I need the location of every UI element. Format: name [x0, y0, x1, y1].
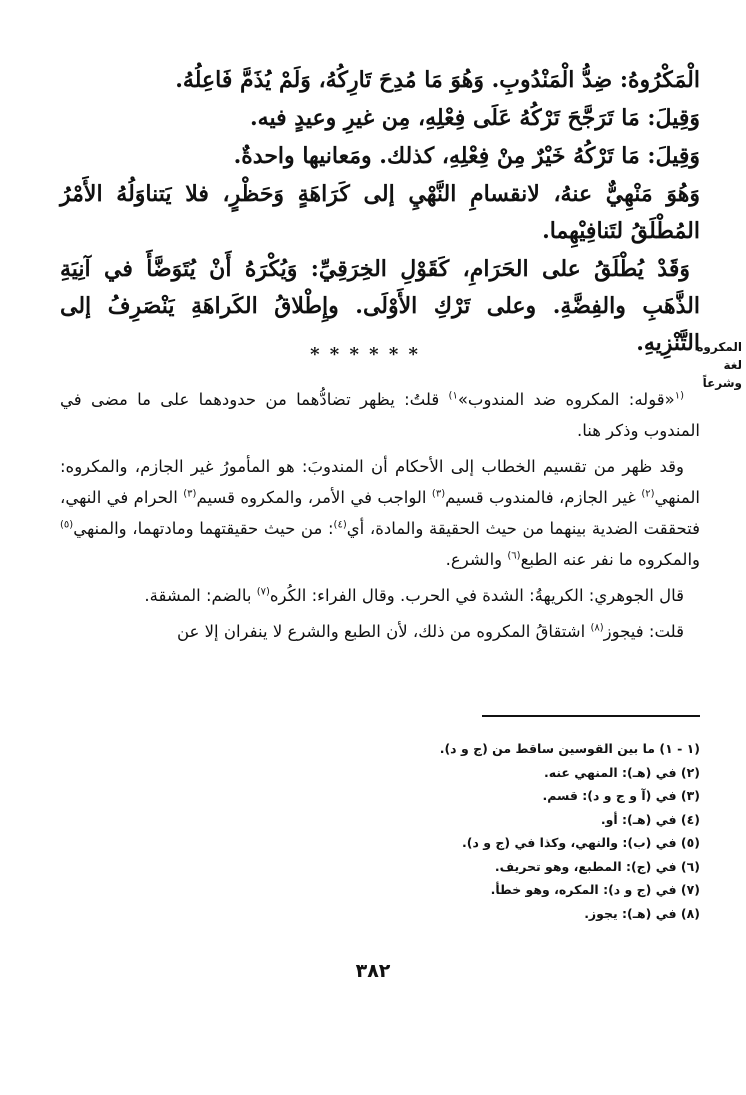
commentary-paragraph: [60, 580, 700, 611]
footnotes: [200, 737, 700, 925]
commentary-text-span: اشتقاقُ المكروه من ذلك، لأن الطبع والشرع لا ينفران إلا عن: [176, 622, 586, 641]
commentary-text-span: قال الجوهري: الكريهةُ: الشدة في الحرب. وقال الفراء: الكُره: [269, 586, 684, 605]
commentary-text-span: قوله: المكروه ضد المندوب: [467, 390, 665, 409]
commentary-text: [60, 384, 700, 652]
footnote-ref[interactable]: (٨): [590, 622, 604, 634]
main-text: [60, 62, 700, 363]
commentary-text-span: الواجب في الأمر، والمكروه قسيم: [196, 488, 427, 507]
commentary-paragraph: [60, 616, 700, 647]
commentary-text-span: وقد ظهر من تقسيم الخطاب إلى الأحكام أن المندوبَ: هو المأمورُ غير الجازم، والمكروه: المنهي: [60, 457, 701, 507]
commentary-text-span: الحرام في النهي، فتحققت الضدية بينهما من حيث الحقيقة والمادة، أي: [60, 488, 700, 538]
footnote-ref[interactable]: ١): [448, 390, 458, 402]
footnote: (٣) في (آ و ج و د): قسم.: [542, 788, 700, 803]
matn-paragraph-usage: وَقَدْ يُطْلَقُ على الحَرَامِ، كَقَوْلِ الخِرَقِيِّ: وَيُكْرَهُ أَنْ يُتَوَضَّأَ في آنِيَةِ الذَّهَبِ والفِضَّةِ. وعلى تَرْكِ الأَوْلَى. وإِطْلاقُ الكَراهَةِ يَنْصَرِفُ إلى التَّنْزِيهِ.: [60, 256, 700, 356]
matn-paragraph-prohibition: وَهُوَ مَنْهِيٌّ عنهُ، لانقسامِ النَّهْيِ إلى كَرَاهَةٍ وَحَظْرٍ، فلا يَتناوَلُهُ الأَمْرُ المُطْلَقُ لتَنافِيْهِما.: [60, 181, 700, 244]
footnote: (٧) في (ج و د): المكره، وهو خطأ.: [490, 882, 700, 897]
footnote-divider: [482, 715, 700, 717]
footnote: (٤) في (هـ): أو.: [600, 811, 700, 827]
footnote-ref[interactable]: (٣): [183, 488, 197, 500]
commentary-text-span: غير الجازم، فالمندوب قسيم: [445, 488, 636, 507]
footnote: (٨) في (هـ): يجوز.: [584, 905, 700, 921]
footnote: (٥) في (ب): والنهي، وكذا في (ج و د).: [462, 835, 700, 850]
footnote: (١ - ١) ما بين القوسين ساقط من (ج و د).: [439, 741, 700, 756]
margin-note-line: المكروه لغة: [696, 340, 742, 372]
footnote-ref[interactable]: (٦): [507, 550, 521, 562]
footnote-ref[interactable]: (١: [674, 390, 685, 402]
matn-paragraph-third-definition: وَقِيلَ: مَا تَرْكُهُ خَيْرٌ مِنْ فِعْلِهِ، كذلك. ومَعانيها واحدةٌ.: [233, 143, 700, 169]
footnote-ref[interactable]: (٤): [333, 519, 347, 531]
commentary-paragraph: [60, 451, 700, 575]
footnote-ref[interactable]: (٢): [641, 488, 655, 500]
commentary-text-span: : من حيث حقيقتهما ومادتهما، والمنهي: [73, 519, 334, 538]
commentary-text-span: بالضم: المشقة.: [144, 586, 252, 605]
footnote-ref[interactable]: (٣): [431, 488, 446, 500]
margin-note-line: وشرعاً: [702, 376, 742, 390]
footnote-ref[interactable]: (٧): [256, 586, 270, 598]
matn-paragraph-second-definition: وَقِيلَ: مَا تَرَجَّحَ تَرْكُهُ عَلَى فِعْلِهِ، مِن غيرِ وعيدٍ فيه.: [250, 105, 700, 131]
footnote: (٢) في (هـ): المنهي عنه.: [543, 764, 700, 780]
footnote: (٦) في (ج): المطبع، وهو تحريف.: [494, 858, 700, 874]
footnote-ref[interactable]: (٥): [60, 519, 74, 531]
commentary-text-span: والمكروه ما نفر عنه الطبع: [520, 550, 700, 569]
commentary-text-span: قلتُ: يظهر تضادُّهما من حدودهما على ما مضى في المندوب وذكر هنا.: [60, 390, 700, 440]
matn-paragraph-definition: الْمَكْرُوهُ: ضِدُّ الْمَنْدُوبِ. وَهُوَ مَا مُدِحَ تَارِكُهُ، وَلَمْ يُذَمَّ فَاعِلُهُ.: [175, 67, 700, 93]
page-number: ٣٨٢: [355, 960, 391, 982]
commentary-text-span: والشرع.: [445, 550, 503, 569]
commentary-text-span: قلت: فيجوز: [603, 622, 684, 641]
commentary-paragraph: $^{(١}$«قوله: المكروه ضد المندوب»$^{١)}$ قلتُ: يظهر تضادُّهما من حدودهما على ما مضى في المندوب وذكر هنا.: [60, 390, 700, 440]
section-separator: * * * * * *: [310, 344, 420, 365]
